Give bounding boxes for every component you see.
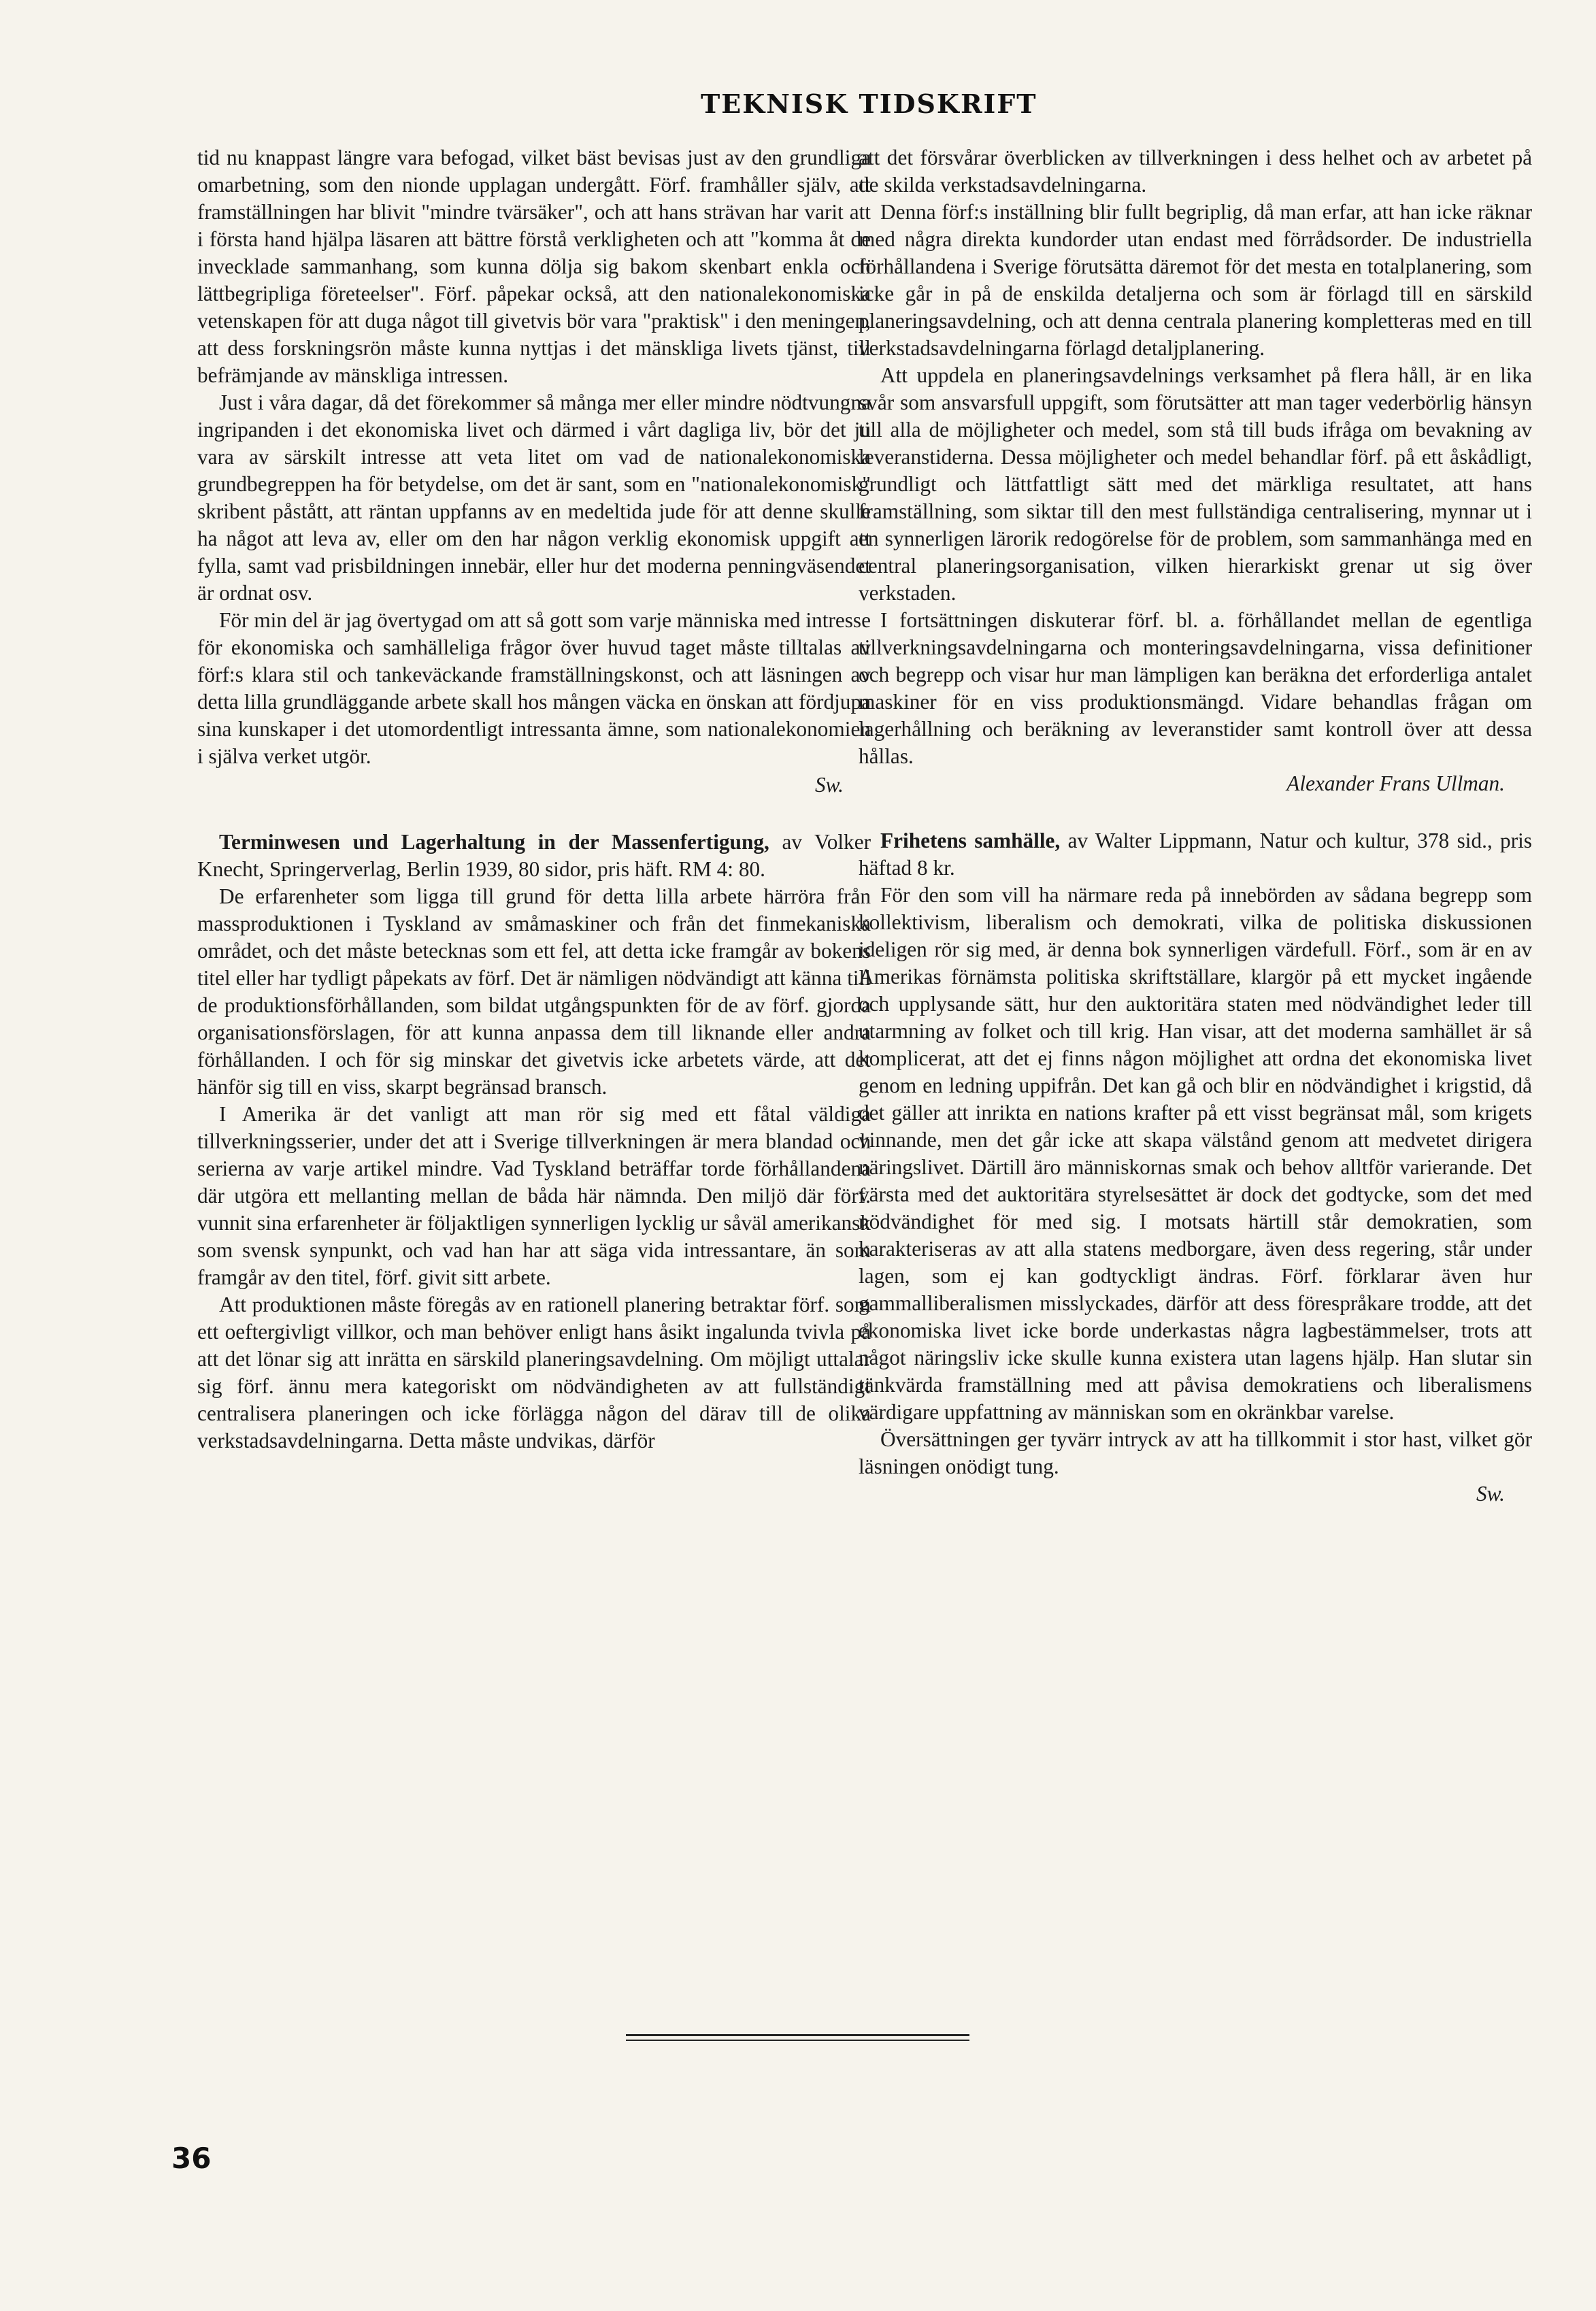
section-gap [197, 799, 871, 829]
paragraph: I fortsättningen diskuterar förf. bl. a. förhållandet mellan de egentliga tillverkningsavdelningarna och monteringsavdelningarna, vissa definitioner och begrepp och visar hur man lämpligen kan beräkna det erforderliga antalet maskiner för en viss produktionsmängd. Vidare behandlas frågan om lagerhållning och beräkning av leveranstider samt kontroll över att dessa hållas. [859, 608, 1532, 768]
reviewer-signature: Alexander Frans Ullman. [1286, 771, 1505, 795]
review-heading [859, 827, 1532, 882]
review-meta: av Walter Lippmann, Natur och kultur, 378 sid., pris häftad 8 kr. [859, 829, 1532, 880]
paragraph: I Amerika är det vanligt att man rör sig med ett fåtal väldiga tillverkningsserier, under det att i Sverige tillverkningen är mera blandad och serierna av varje artikel mindre. Vad Tyskland beträffar torde förhållandena där utgöra ett mellanting mellan de båda här nämnda. Den miljö där förf. vunnit sina erfarenheter är följaktligen synnerligen lycklig ur såväl amerikansk som svensk synpunkt, och vad han har att säga vida intressantare, än som framgår av den titel, förf. givit sitt arbete. [197, 1102, 871, 1289]
paragraph: De erfarenheter som ligga till grund för detta lilla arbete härröra från massproduktionen i Tyskland av småmaskiner och från det finmekaniska området, och det måste betecknas som ett fel, att detta icke framgår av bokens titel eller har tydligt påpekats av förf. Det är nämligen nödvändigt att känna till de produktionsförhållanden, som bildat utgångspunkten för de av förf. gjorda organisationsförslagen, för att kunna anpassa dem till liknande eller andra förhållanden. I och för sig minskar det givetvis icke arbetets värde, att det hänför sig till en viss, skarpt begränsad bransch. [197, 884, 871, 1099]
review-meta: av Volker Knecht, Springerverlag, Berlin 1939, 80 sidor, pris häft. RM 4: 80. [197, 830, 871, 881]
journal-header: TEKNISK TIDSKRIFT [701, 88, 1037, 119]
review-title: Terminwesen und Lagerhaltung in der Massenfertigung, [219, 830, 769, 854]
left-column [197, 144, 871, 1454]
divider-rule [626, 2040, 969, 2041]
paragraph: Översättningen ger tyvärr intryck av att ha tillkommit i stor hast, vilket gör läsningen onödigt tung. [859, 1427, 1532, 1478]
divider-rule [626, 2034, 969, 2036]
paragraph: Att produktionen måste föregås av en rationell planering betraktar förf. som ett oeftergivligt villkor, och man behöver enligt hans åsikt ingalunda tvivla på att det lönar sig att inrätta en särskild planeringsavdelning. Om möjligt uttalar sig förf. ännu mera kategoriskt om nödvändigheten av att fullständigt centralisera planeringen och icke förlägga någon del därav till de olika verkstadsavdelningarna. Detta måste undvikas, därför [197, 1293, 871, 1452]
paragraph: Just i våra dagar, då det förekommer så många mer eller mindre nödtvungna ingripanden i det ekonomiska livet och därmed i vårt dagliga liv, bör det ju vara av särskilt intresse att veta litet om vad de nationalekonomiska grundbegreppen ha för betydelse, om det är sant, som en "nationalekonomisk" skribent påstått, att räntan uppfanns av en medeltida jude för att denne skulle ha något att leva av, eller om den har någon verklig ekonomisk uppgift att fylla, samt vad prisbildningen innebär, eller hur det moderna penningväsendet är ordnat osv. [197, 390, 871, 605]
paragraph: Att uppdela en planeringsavdelnings verksamhet på flera håll, är en lika svår som ansvarsfull uppgift, som förutsätter att man tager vederbörlig hänsyn till alla de möjligheter och medel, som stå till buds ifråga om bevakning av leveranstiderna. Dessa möjligheter och medel behandlar förf. på ett åskådligt, grundligt och lättfattligt sätt med det märkliga resultatet, att hans framställning, som siktar till den mest fullständiga centralisering, mynnar ut i en synnerligen lärorik redogörelse för de problem, som sammanhänga med en central planeringsorganisation, vilken hierarkiskt grenar ut sig över verkstaden. [859, 363, 1532, 605]
review-title: Frihetens samhälle, [880, 829, 1061, 852]
page-number: 36 [171, 2142, 212, 2175]
paragraph: Denna förf:s inställning blir fullt begriplig, då man erfar, att han icke räknar med några direkta kundorder utan endast med förrådsorder. De industriella förhållandena i Sverige förutsätta däremot för det mesta en totalplanering, som icke går in på de enskilda detaljerna och som är förlagd till en särskild planeringsavdelning, och att denna centrala planering kompletteras med en till verkstadsavdelningarna förlagd detaljplanering. [859, 200, 1532, 360]
section-gap [859, 797, 1532, 827]
right-column [859, 144, 1532, 1508]
reviewer-signature: Sw. [1476, 1482, 1505, 1506]
reviewer-signature: Sw. [814, 773, 844, 797]
paragraph: att det försvårar överblicken av tillverkningen i dess helhet och av arbetet på de skilda verkstadsavdelningarna. [859, 146, 1532, 197]
paragraph: tid nu knappast längre vara befogad, vilket bäst bevisas just av den grundliga omarbetning, som den nionde upplagan undergått. Förf. framhåller själv, att framställningen har blivit "mindre tvärsäker", och att hans strävan har varit att i första hand hjälpa läsaren att bättre förstå verkligheten och att "komma åt de invecklade sammanhang, som kunna dölja sig bakom skenbart enkla och lättbegripliga företeelser". Förf. påpekar också, att den nationalekonomiska vetenskapen för att duga något till givetvis bör vara "praktisk" i den meningen, att dess forskningsrön måste kunna nyttjas i det mänskliga livets tjänst, till befrämjande av mänskliga intressen. [197, 146, 871, 387]
paragraph: För min del är jag övertygad om att så gott som varje människa med intresse för ekonomiska och samhälleliga frågor över huvud taget måste tilltalas av förf:s klara stil och tankeväckande framställningskonst, och att läsningen av detta lilla grundläggande arbete skall hos mången väcka en önskan att fördjupa sina kunskaper i det utomordentligt intressanta ämne, som nationalekonomien i själva verket utgör. [197, 608, 871, 768]
paragraph: För den som vill ha närmare reda på innebörden av sådana begrepp som kollektivism, liberalism och demokrati, vilka de politiska diskussionen ideligen rör sig med, är denna bok synnerligen värdefull. Förf., som är en av Amerikas förnämsta politiska skriftställare, klargör på ett mycket ingående och upplysande sätt, hur den auktoritära staten med nödvändighet leder till utarmning av folket och till krig. Han visar, att det moderna samhället är så komplicerat, att det ej finns någon möjlighet att ordna det ekonomiska livet genom en ledning uppifrån. Det kan gå och blir en nödvändighet i krigstid, då det gäller att inrikta en nations krafter på ett visst begränsat mål, som krigets vinnande, men det går icke att skapa välstånd genom att medvetet dirigera näringslivet. Därtill äro människornas smak och behov alltför varierande. Det värsta med det auktoritära styrelsesättet är dock det godtycke, som det med nödvändighet för med sig. I motsats härtill står demokratien, som karakteriseras av att alla statens medborgare, även dess regering, står under lagen, som ej kan godtyckligt ändras. Förf. förklarar även hur gammalliberalismen misslyckades, därför att dess förespråkare trodde, att det ekonomiska livet icke borde underkastas några lagbestämmelser, trots att något näringsliv icke skulle kunna existera utan lagens hjälp. Han slutar sin tänkvärda framställning med att påvisa demokratiens och liberalismens värdigare uppfattning av människan som en okränkbar varelse. [859, 883, 1532, 1424]
review-heading [197, 829, 871, 883]
